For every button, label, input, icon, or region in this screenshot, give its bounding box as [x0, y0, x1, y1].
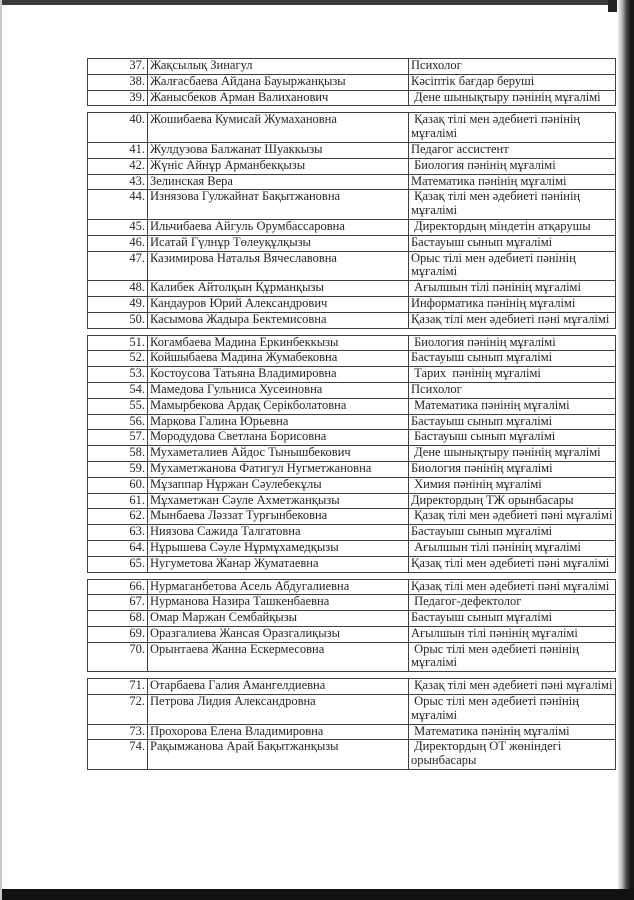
staff-table-body	[88, 59, 616, 770]
teacher-name-cell: Прохорова Елена Владимировна	[148, 724, 409, 740]
table-row	[88, 113, 616, 143]
row-number-cell: 67.	[88, 595, 148, 611]
teacher-name-cell: Петрова Лидия Александровна	[148, 695, 409, 725]
row-number-cell: 71.	[88, 679, 148, 695]
teacher-name-cell: Нурмаганбетова Асель Абдугалиевна	[148, 579, 409, 595]
table-row	[88, 679, 616, 695]
teacher-name-cell: Маркова Галина Юрьевна	[148, 414, 409, 430]
position-cell: Қазақ тілі мен әдебиеті пәнінің мұғалімі	[409, 113, 616, 143]
position-cell: Кәсіптік бағдар беруші	[409, 74, 616, 90]
scan-gap-cell	[148, 672, 409, 679]
position-cell: Математика пәнінің мұғалімі	[409, 724, 616, 740]
scan-edge-bottom	[0, 889, 634, 900]
position-cell: Педагог-дефектолог	[409, 595, 616, 611]
scan-gap-cell	[409, 672, 616, 679]
table-row	[88, 142, 616, 158]
table-row	[88, 695, 616, 725]
teacher-name-cell: Мухаметжанова Фатигул Нугметжановна	[148, 461, 409, 477]
table-row	[88, 579, 616, 595]
table-row	[88, 312, 616, 328]
scan-gap-cell	[409, 328, 616, 335]
table-row	[88, 90, 616, 106]
position-cell: Ағылшын тілі пәнінің мұғалімі	[409, 626, 616, 642]
row-number-cell: 59.	[88, 461, 148, 477]
table-row	[88, 74, 616, 90]
table-row	[88, 251, 616, 281]
row-number-cell: 37.	[88, 59, 148, 75]
row-number-cell: 70.	[88, 642, 148, 672]
position-cell: Дене шынықтыру пәнінің мұғалімі	[409, 90, 616, 106]
position-cell: Информатика пәнінің мұғалімі	[409, 296, 616, 312]
table-row	[88, 382, 616, 398]
table-row	[88, 281, 616, 297]
row-number-cell: 68.	[88, 611, 148, 627]
scan-gap-cell	[88, 328, 148, 335]
position-cell: Тарих пәнінің мұғалімі	[409, 367, 616, 383]
teacher-name-cell: Мамырбекова Ардақ Серікболатовна	[148, 398, 409, 414]
teacher-name-cell: Касымова Жадыра Бектемисовна	[148, 312, 409, 328]
teacher-name-cell: Жүніс Айнұр Арманбекқызы	[148, 158, 409, 174]
teacher-name-cell: Жошибаева Кумисай Жумахановна	[148, 113, 409, 143]
scan-gap-cell	[148, 328, 409, 335]
row-number-cell: 47.	[88, 251, 148, 281]
row-number-cell: 45.	[88, 219, 148, 235]
position-cell: Қазақ тілі мен әдебиеті пәні мұғалімі	[409, 679, 616, 695]
position-cell: Ағылшын тілі пәнінің мұғалімі	[409, 540, 616, 556]
teacher-name-cell: Отарбаева Галия Амангелдиевна	[148, 679, 409, 695]
scan-gap-row	[88, 106, 616, 113]
table-row	[88, 626, 616, 642]
scan-gap-cell	[148, 572, 409, 579]
table-row	[88, 493, 616, 509]
scan-edge-left	[0, 0, 2, 900]
row-number-cell: 41.	[88, 142, 148, 158]
table-row	[88, 461, 616, 477]
position-cell: Қазақ тілі мен әдебиеті пәні мұғалімі	[409, 312, 616, 328]
row-number-cell: 57.	[88, 430, 148, 446]
position-cell: Орыс тілі мен әдебиеті пәнінің мұғалімі	[409, 251, 616, 281]
position-cell: Бастауыш сынып мұғалімі	[409, 525, 616, 541]
position-cell: Бастауыш сынып мұғалімі	[409, 611, 616, 627]
table-row	[88, 219, 616, 235]
row-number-cell: 55.	[88, 398, 148, 414]
teacher-name-cell: Исатай Гүлнұр Төлеуқұлқызы	[148, 235, 409, 251]
position-cell: Биология пәнінің мұғалімі	[409, 158, 616, 174]
scan-gap-cell	[88, 572, 148, 579]
row-number-cell: 48.	[88, 281, 148, 297]
scan-gap-cell	[88, 672, 148, 679]
row-number-cell: 65.	[88, 556, 148, 572]
teacher-name-cell: Омар Маржан Сембайқызы	[148, 611, 409, 627]
position-cell: Психолог	[409, 382, 616, 398]
teacher-name-cell: Зелинская Вера	[148, 174, 409, 190]
teacher-name-cell: Мухаметалиев Айдос Тынышбекович	[148, 446, 409, 462]
table-row	[88, 174, 616, 190]
row-number-cell: 43.	[88, 174, 148, 190]
teacher-name-cell: Рақымжанова Арай Бақытжанқызы	[148, 740, 409, 770]
table-row	[88, 540, 616, 556]
row-number-cell: 54.	[88, 382, 148, 398]
scan-gap-row	[88, 328, 616, 335]
table-row	[88, 398, 616, 414]
row-number-cell: 74.	[88, 740, 148, 770]
table-row	[88, 446, 616, 462]
row-number-cell: 42.	[88, 158, 148, 174]
row-number-cell: 52.	[88, 351, 148, 367]
teacher-name-cell: Нұрышева Сәуле Нұрмұхамедқызы	[148, 540, 409, 556]
staff-table	[87, 58, 616, 770]
position-cell: Орыс тілі мен әдебиеті пәнінің мұғалімі	[409, 695, 616, 725]
position-cell: Қазақ тілі мен әдебиеті пәні мұғалімі	[409, 579, 616, 595]
row-number-cell: 56.	[88, 414, 148, 430]
table-row	[88, 740, 616, 770]
teacher-name-cell: Жалғасбаева Айдана Бауыржанқызы	[148, 74, 409, 90]
row-number-cell: 44.	[88, 190, 148, 220]
scan-gap-cell	[409, 572, 616, 579]
teacher-name-cell: Калибек Айтолқын Құрманқызы	[148, 281, 409, 297]
table-row	[88, 556, 616, 572]
teacher-name-cell: Оразгалиева Жансая Оразгалиқызы	[148, 626, 409, 642]
scan-gap-row	[88, 672, 616, 679]
row-number-cell: 58.	[88, 446, 148, 462]
scan-edge-top	[0, 0, 634, 5]
row-number-cell: 50.	[88, 312, 148, 328]
position-cell: Математика пәнінің мұғалімі	[409, 398, 616, 414]
position-cell: Химия пәнінің мұғалімі	[409, 477, 616, 493]
teacher-name-cell: Мамедова Гульниса Хусеиновна	[148, 382, 409, 398]
table-row	[88, 477, 616, 493]
table-row	[88, 190, 616, 220]
row-number-cell: 72.	[88, 695, 148, 725]
table-row	[88, 595, 616, 611]
teacher-name-cell: Мұзаппар Нұржан Сәулебекұлы	[148, 477, 409, 493]
teacher-name-cell: Нурманова Назира Ташкенбаевна	[148, 595, 409, 611]
teacher-name-cell: Жулдузова Балжанат Шуаккызы	[148, 142, 409, 158]
scan-gap-row	[88, 572, 616, 579]
row-number-cell: 60.	[88, 477, 148, 493]
position-cell: Математика пәнінің мұғалімі	[409, 174, 616, 190]
table-row	[88, 59, 616, 75]
teacher-name-cell: Ниязова Сажида Талгатовна	[148, 525, 409, 541]
row-number-cell: 49.	[88, 296, 148, 312]
row-number-cell: 51.	[88, 335, 148, 351]
table-row	[88, 296, 616, 312]
teacher-name-cell: Мородудова Светлана Борисовна	[148, 430, 409, 446]
scan-gap-cell	[409, 106, 616, 113]
table-row	[88, 158, 616, 174]
position-cell: Бастауыш сынып мұғалімі	[409, 430, 616, 446]
teacher-name-cell: Ильчибаева Айгуль Орумбассаровна	[148, 219, 409, 235]
table-row	[88, 525, 616, 541]
row-number-cell: 39.	[88, 90, 148, 106]
position-cell: Орыс тілі мен әдебиеті пәнінің мұғалімі	[409, 642, 616, 672]
scan-edge-right	[617, 0, 634, 900]
table-row	[88, 414, 616, 430]
position-cell: Қазақ тілі мен әдебиеті пәнінің мұғалімі	[409, 190, 616, 220]
position-cell: Қазақ тілі мен әдебиеті пәні мұғалімі	[409, 556, 616, 572]
teacher-name-cell: Жақсылық Зинагул	[148, 59, 409, 75]
teacher-name-cell: Казимирова Наталья Вячеславовна	[148, 251, 409, 281]
row-number-cell: 62.	[88, 509, 148, 525]
position-cell: Директордың міндетін атқарушы	[409, 219, 616, 235]
row-number-cell: 38.	[88, 74, 148, 90]
position-cell: Ағылшын тілі пәнінің мұғалімі	[409, 281, 616, 297]
teacher-name-cell: Изнязова Гулжайнат Бақытжановна	[148, 190, 409, 220]
teacher-name-cell: Когамбаева Мадина Еркинбеккызы	[148, 335, 409, 351]
row-number-cell: 63.	[88, 525, 148, 541]
position-cell: Бастауыш сынып мұғалімі	[409, 414, 616, 430]
position-cell: Директордың ТЖ орынбасары	[409, 493, 616, 509]
scan-gap-cell	[88, 106, 148, 113]
table-row	[88, 611, 616, 627]
teacher-name-cell: Жанысбеков Арман Валиханович	[148, 90, 409, 106]
position-cell: Бастауыш сынып мұғалімі	[409, 235, 616, 251]
row-number-cell: 53.	[88, 367, 148, 383]
scan-gap-cell	[148, 106, 409, 113]
teacher-name-cell: Нугуметова Жанар Жуматаевна	[148, 556, 409, 572]
teacher-name-cell: Койшыбаева Мадина Жумабековна	[148, 351, 409, 367]
teacher-name-cell: Мынбаева Ләззат Турғынбековна	[148, 509, 409, 525]
row-number-cell: 46.	[88, 235, 148, 251]
teacher-name-cell: Костоусова Татьяна Владимировна	[148, 367, 409, 383]
teacher-name-cell: Орынтаева Жанна Ескермесовна	[148, 642, 409, 672]
table-row	[88, 235, 616, 251]
teacher-name-cell: Кандауров Юрий Александрович	[148, 296, 409, 312]
table-row	[88, 509, 616, 525]
position-cell: Директордың ОТ жөніндегі орынбасары	[409, 740, 616, 770]
table-row	[88, 642, 616, 672]
teacher-name-cell: Мұхаметжан Сәуле Ахметжанқызы	[148, 493, 409, 509]
table-row	[88, 367, 616, 383]
row-number-cell: 73.	[88, 724, 148, 740]
table-row	[88, 724, 616, 740]
row-number-cell: 40.	[88, 113, 148, 143]
row-number-cell: 61.	[88, 493, 148, 509]
table-row	[88, 351, 616, 367]
position-cell: Қазақ тілі мен әдебиеті пәні мұғалімі	[409, 509, 616, 525]
position-cell: Биология пәнінің мұғалімі	[409, 461, 616, 477]
position-cell: Бастауыш сынып мұғалімі	[409, 351, 616, 367]
table-row	[88, 335, 616, 351]
position-cell: Биология пәнінің мұғалімі	[409, 335, 616, 351]
table-row	[88, 430, 616, 446]
row-number-cell: 64.	[88, 540, 148, 556]
row-number-cell: 69.	[88, 626, 148, 642]
position-cell: Педагог ассистент	[409, 142, 616, 158]
row-number-cell: 66.	[88, 579, 148, 595]
position-cell: Дене шынықтыру пәнінің мұғалімі	[409, 446, 616, 462]
position-cell: Психолог	[409, 59, 616, 75]
